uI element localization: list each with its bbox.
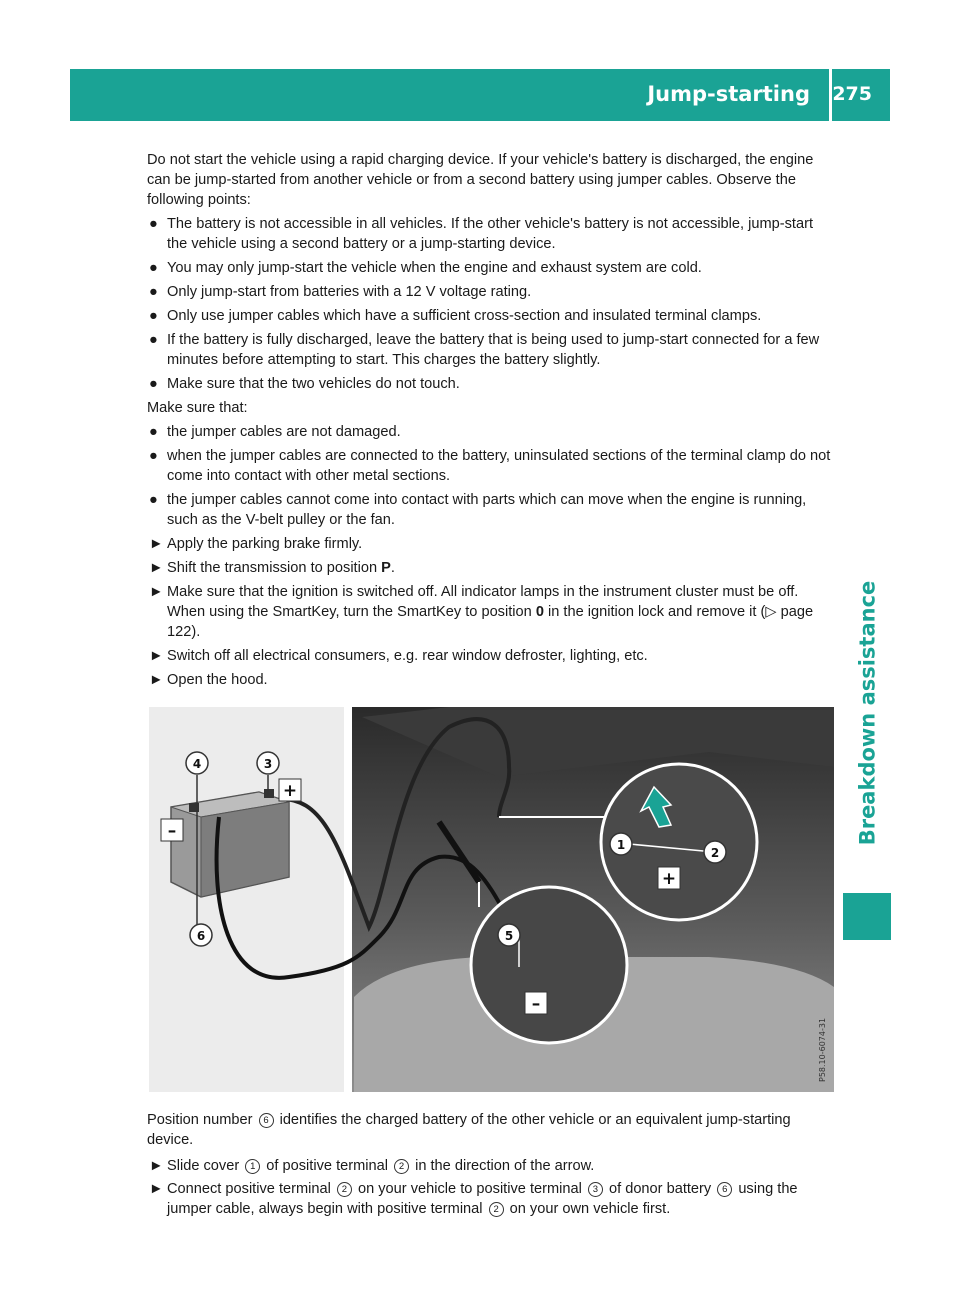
bullet-icon: ● [149,284,158,300]
step-item: ► Connect positive terminal 2 on your vehicle to positive terminal 3 of donor battery 6 using the jumper cable, always begin with positive terminal 2 on your own vehicle first. [149,1181,798,1217]
step-arrow-icon: ► [149,536,164,552]
callout-5: 5 [504,929,514,943]
step-item: ► Switch off all electrical consumers, e.g. rear window defroster, lighting, etc. [149,648,648,664]
step-arrow-icon: ► [149,584,164,600]
page-header [70,69,890,121]
bullet-item: ● the jumper cables cannot come into contact with parts which can move when the engine is running, such as the V-belt pulley or the fan. [149,492,807,528]
step-arrow-icon: ► [149,672,164,688]
side-chapter-block [843,893,891,940]
callout-4: 4 [192,757,202,771]
bullet-item: ● Only jump-start from batteries with a 12 V voltage rating. [149,284,532,300]
illustration-drawing [149,707,834,1092]
make-sure-heading: Make sure that: [147,400,248,416]
reference-number-icon: 1 [245,1159,260,1174]
page-reference-icon: ▷ [765,604,777,620]
minus-sign: – [531,994,541,1014]
bullet-item: ● Make sure that the two vehicles do not touch. [149,376,460,392]
bullet-icon: ● [149,424,158,440]
page-number: 275 [832,83,872,105]
minus-sign: – [167,821,177,841]
side-chapter-label [843,548,891,878]
bullet-item: ● when the jumper cables are connected to the battery, uninsulated sections of the terminal clamp do not come into contact with other metal sections. [149,448,831,484]
section-title: Jump-starting [647,82,810,106]
step-arrow-icon: ► [149,1181,164,1197]
bullet-icon: ● [149,492,158,508]
step-item: ► Make sure that the ignition is switched off. All indicator lamps in the instrument cluster must be off. When using the SmartKey, turn the SmartKey to position 0 in the ignition lock and remove it (▷ page 122). [149,584,814,640]
main-content [147,150,835,1219]
plus-sign: + [661,869,677,889]
bullet-icon: ● [149,448,158,464]
reference-number-icon: 6 [717,1182,732,1197]
callout-3: 3 [263,757,273,771]
jump-start-illustration [149,707,834,1092]
plus-sign: + [282,781,298,801]
reference-number-icon: 2 [489,1202,504,1217]
callout-2: 2 [710,846,720,860]
bullet-item: ● If the battery is fully discharged, leave the battery that is being used to jump-start connected for a few minutes before attempting to start. This charges the battery slightly. [149,332,820,368]
bullet-icon: ● [149,216,158,232]
position-paragraph: Position number 6 identifies the charged battery of the other vehicle or an equivalent jump-starting device. [147,1112,791,1148]
intro-paragraph: Do not start the vehicle using a rapid charging device. If your vehicle's battery is discharged, the engine can be jump-started from another vehicle or from a second battery using jumper cables. Observe the following points: [147,152,814,208]
bullet-item: ● Only use jumper cables which have a sufficient cross-section and insulated terminal clamps. [149,308,762,324]
reference-number-icon: 3 [588,1182,603,1197]
bullet-icon: ● [149,376,158,392]
bullet-icon: ● [149,332,158,348]
reference-number-icon: 6 [259,1113,274,1128]
bullet-icon: ● [149,260,158,276]
bullet-item: ● the jumper cables are not damaged. [149,424,401,440]
bullet-item: ● The battery is not accessible in all vehicles. If the other vehicle's battery is not accessible, jump-start the vehicle using a second battery or a jump-starting device. [149,216,814,252]
callout-1: 1 [616,838,626,852]
step-item: ► Apply the parking brake firmly. [149,536,363,552]
figure-code: P58.10-6074-31 [818,1017,827,1082]
step-arrow-icon: ► [149,648,164,664]
bullet-icon: ● [149,308,158,324]
step-item: ► Open the hood. [149,672,268,688]
step-arrow-icon: ► [149,560,164,576]
step-item: ► Shift the transmission to position P. [149,560,395,576]
callout-6: 6 [196,929,206,943]
after-figure-text [147,1110,835,1219]
page-reference-link[interactable]: page 122). [167,604,814,640]
reference-number-icon: 2 [394,1159,409,1174]
reference-number-icon: 2 [337,1182,352,1197]
donor-battery [171,789,289,897]
bullet-item: ● You may only jump-start the vehicle when the engine and exhaust system are cold. [149,260,702,276]
step-item: ► Slide cover 1 of positive terminal 2 in the direction of the arrow. [149,1158,595,1174]
step-arrow-icon: ► [149,1158,164,1174]
chapter-title: Breakdown assistance [855,580,879,846]
ground-point-detail [471,887,627,1043]
